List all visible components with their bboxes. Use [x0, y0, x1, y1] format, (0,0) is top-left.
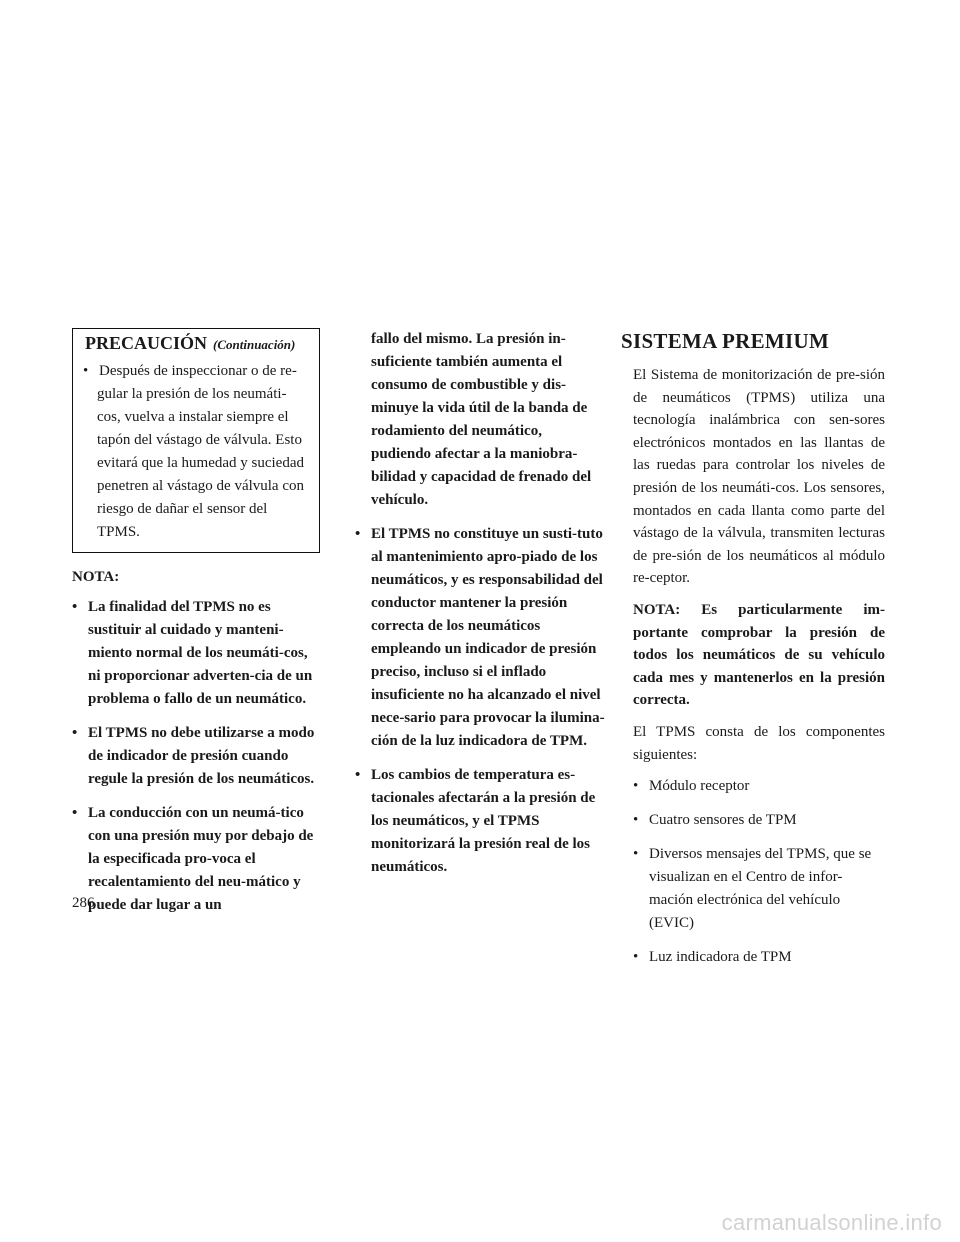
note-item-text: El TPMS no constituye un susti-tuto al mantenimiento apro-piado de los neumáticos, y es responsabilidad del conductor mantener la presión correcta de los neumáticos empleando un indicador de presión preciso, incluso si el inflado insuficiente no ha alcanzado el nivel nece-sario para provocar la ilumina-ción de la luz indicadora de TPM.	[371, 526, 605, 749]
component-item-text: Luz indicadora de TPM	[649, 949, 792, 966]
component-item-text: Módulo receptor	[649, 778, 750, 795]
component-item	[633, 775, 885, 798]
bullet-icon: •	[355, 767, 361, 783]
component-item	[633, 809, 885, 832]
section-title: SISTEMA PREMIUM	[621, 329, 830, 353]
note-label: NOTA:	[72, 569, 120, 585]
component-item-text: Diversos mensajes del TPMS, que se visualizan en el Centro de infor-mación electrónica del vehículo (EVIC)	[649, 846, 872, 932]
important-note: NOTA: Es particularmente im-portante comprobar la presión de todos los neumáticos de su vehículo cada mes y mantenerlos en la presión correcta.	[633, 601, 885, 709]
note-item	[355, 523, 605, 753]
bullet-icon: •	[633, 812, 639, 829]
components-intro: El TPMS consta de los componentes siguientes:	[633, 723, 885, 763]
caution-item-text: Después de inspeccionar o de re-gular la presión de los neumáti-cos, vuelva a instalar siempre el tapón del vástago de válvula. Esto evitará que la humedad y suciedad penetren al vástago de válvula con riesgo de dañar el sensor del TPMS.	[97, 363, 304, 540]
component-item-text: Cuatro sensores de TPM	[649, 812, 797, 829]
caution-box	[72, 328, 320, 553]
note-continuation: fallo del mismo. La presión in-suficiente también aumenta el consumo de combustible y dis-minuye la vida útil de la banda de rodamiento del neumático, pudiendo afectar a la maniobra-bilidad y capacidad de frenado del vehículo.	[371, 331, 592, 508]
note-item-text: El TPMS no debe utilizarse a modo de indicador de presión cuando regule la presión de los neumáticos.	[88, 725, 315, 787]
note-item	[355, 764, 605, 879]
component-item	[633, 843, 885, 935]
caution-continued: (Continuación)	[213, 337, 296, 352]
bullet-icon: •	[633, 846, 639, 863]
caution-title-text: PRECAUCIÓN	[85, 333, 208, 353]
note-list	[72, 596, 320, 917]
bullet-icon: •	[72, 725, 78, 741]
note-item-text: La finalidad del TPMS no es sustituir al cuidado y manteni-miento normal de los neumáti-cos, ni proporcionar adverten-cia de un problema o fallo de un neumático.	[88, 599, 313, 707]
middle-column	[355, 328, 605, 890]
note-item	[72, 596, 320, 711]
note-item-text: Los cambios de temperatura es-tacionales afectarán a la presión de los neumáticos, y el TPMS monitorizará la presión real de los neumáticos.	[371, 767, 596, 875]
note-item	[72, 802, 320, 917]
bullet-icon: •	[633, 949, 639, 966]
caution-item	[83, 360, 309, 544]
bullet-icon: •	[355, 526, 361, 542]
note-list-continued	[355, 523, 605, 879]
watermark: carmanualsonline.info	[721, 1210, 942, 1235]
bullet-icon: •	[633, 778, 639, 795]
left-column	[72, 328, 320, 928]
component-item	[633, 946, 885, 969]
page-number: 286	[72, 895, 95, 911]
bullet-icon: •	[83, 363, 89, 379]
note-item-text: La conducción con un neumá-tico con una presión muy por debajo de la especificada pro-voca el recalentamiento del neu-mático y puede dar lugar a un	[88, 805, 314, 913]
caution-title	[85, 333, 309, 354]
note-item	[72, 722, 320, 791]
bullet-icon: •	[72, 599, 78, 615]
components-list	[633, 775, 885, 969]
intro-paragraph: El Sistema de monitorización de pre-sión de neumáticos (TPMS) utiliza una tecnología inalámbrica con sen-sores electrónicos montados en las llantas de las ruedas para controlar los niveles de presión de los neumáti-cos. Los sensores, montados en cada llanta como parte del vástago de la válvula, transmiten lecturas de pre-sión de los neumáticos al módulo re-ceptor.	[633, 367, 885, 587]
bullet-icon: •	[72, 805, 78, 821]
right-column	[621, 328, 885, 980]
